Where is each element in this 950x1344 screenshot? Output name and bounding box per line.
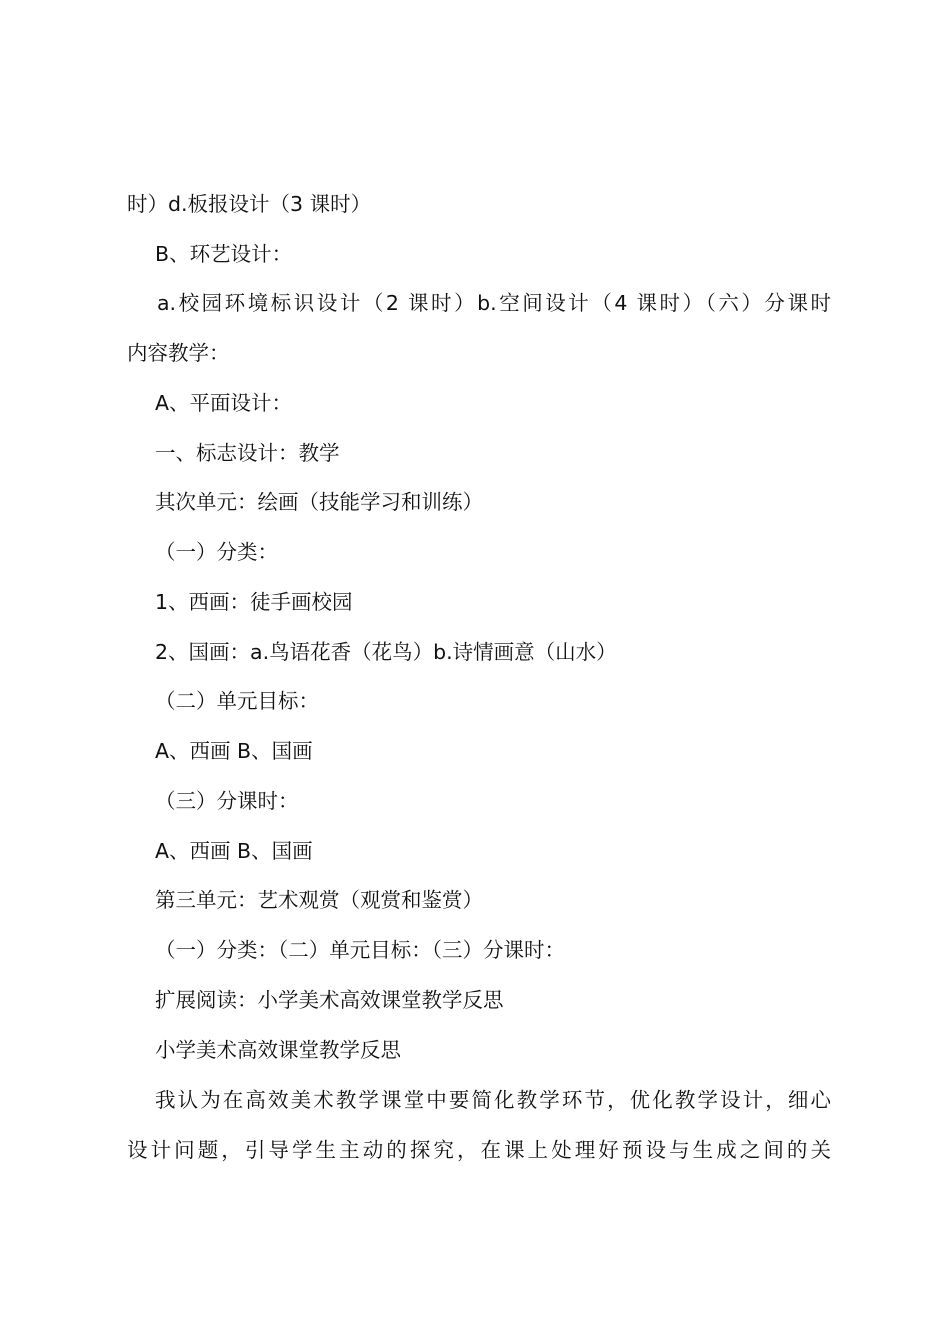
text-line: A、平面设计：: [155, 391, 293, 415]
text-line: 我认为在高效美术教学课堂中要简化教学环节，优化教学设计，细心: [155, 1088, 831, 1112]
text-line: 设计问题，引导学生主动的探究，在课上处理好预设与生成之间的关: [127, 1138, 831, 1162]
text-line: 2、国画：a.鸟语花香（花鸟）b.诗情画意（山水）: [155, 640, 617, 664]
text-line: a.校园环境标识设计（2 课时）b.空间设计（4 课时）（六）分课时: [157, 291, 831, 315]
text-line: 1、西画：徒手画校园: [155, 590, 353, 614]
text-line: 一、标志设计：教学: [155, 441, 340, 465]
text-line: （二）单元目标：: [155, 689, 319, 713]
text-line: （一）分类：: [155, 540, 278, 564]
text-line: 第三单元：艺术观赏（观赏和鉴赏）: [155, 888, 483, 912]
text-line: （三）分课时：: [155, 789, 299, 813]
text-line: B、环艺设计：: [155, 242, 293, 266]
text-line: 内容教学：: [127, 341, 230, 365]
text-line: 扩展阅读：小学美术高效课堂教学反思: [155, 988, 504, 1012]
text-line: 小学美术高效课堂教学反思: [155, 1038, 401, 1062]
text-line: 其次单元：绘画（技能学习和训练）: [155, 490, 483, 514]
text-line: A、西画 B、国画: [155, 839, 313, 863]
text-line: A、西画 B、国画: [155, 739, 313, 763]
text-line: （一）分类：（二）单元目标：（三）分课时：: [155, 938, 565, 962]
text-line: 时）d.板报设计（3 课时）: [127, 192, 372, 216]
